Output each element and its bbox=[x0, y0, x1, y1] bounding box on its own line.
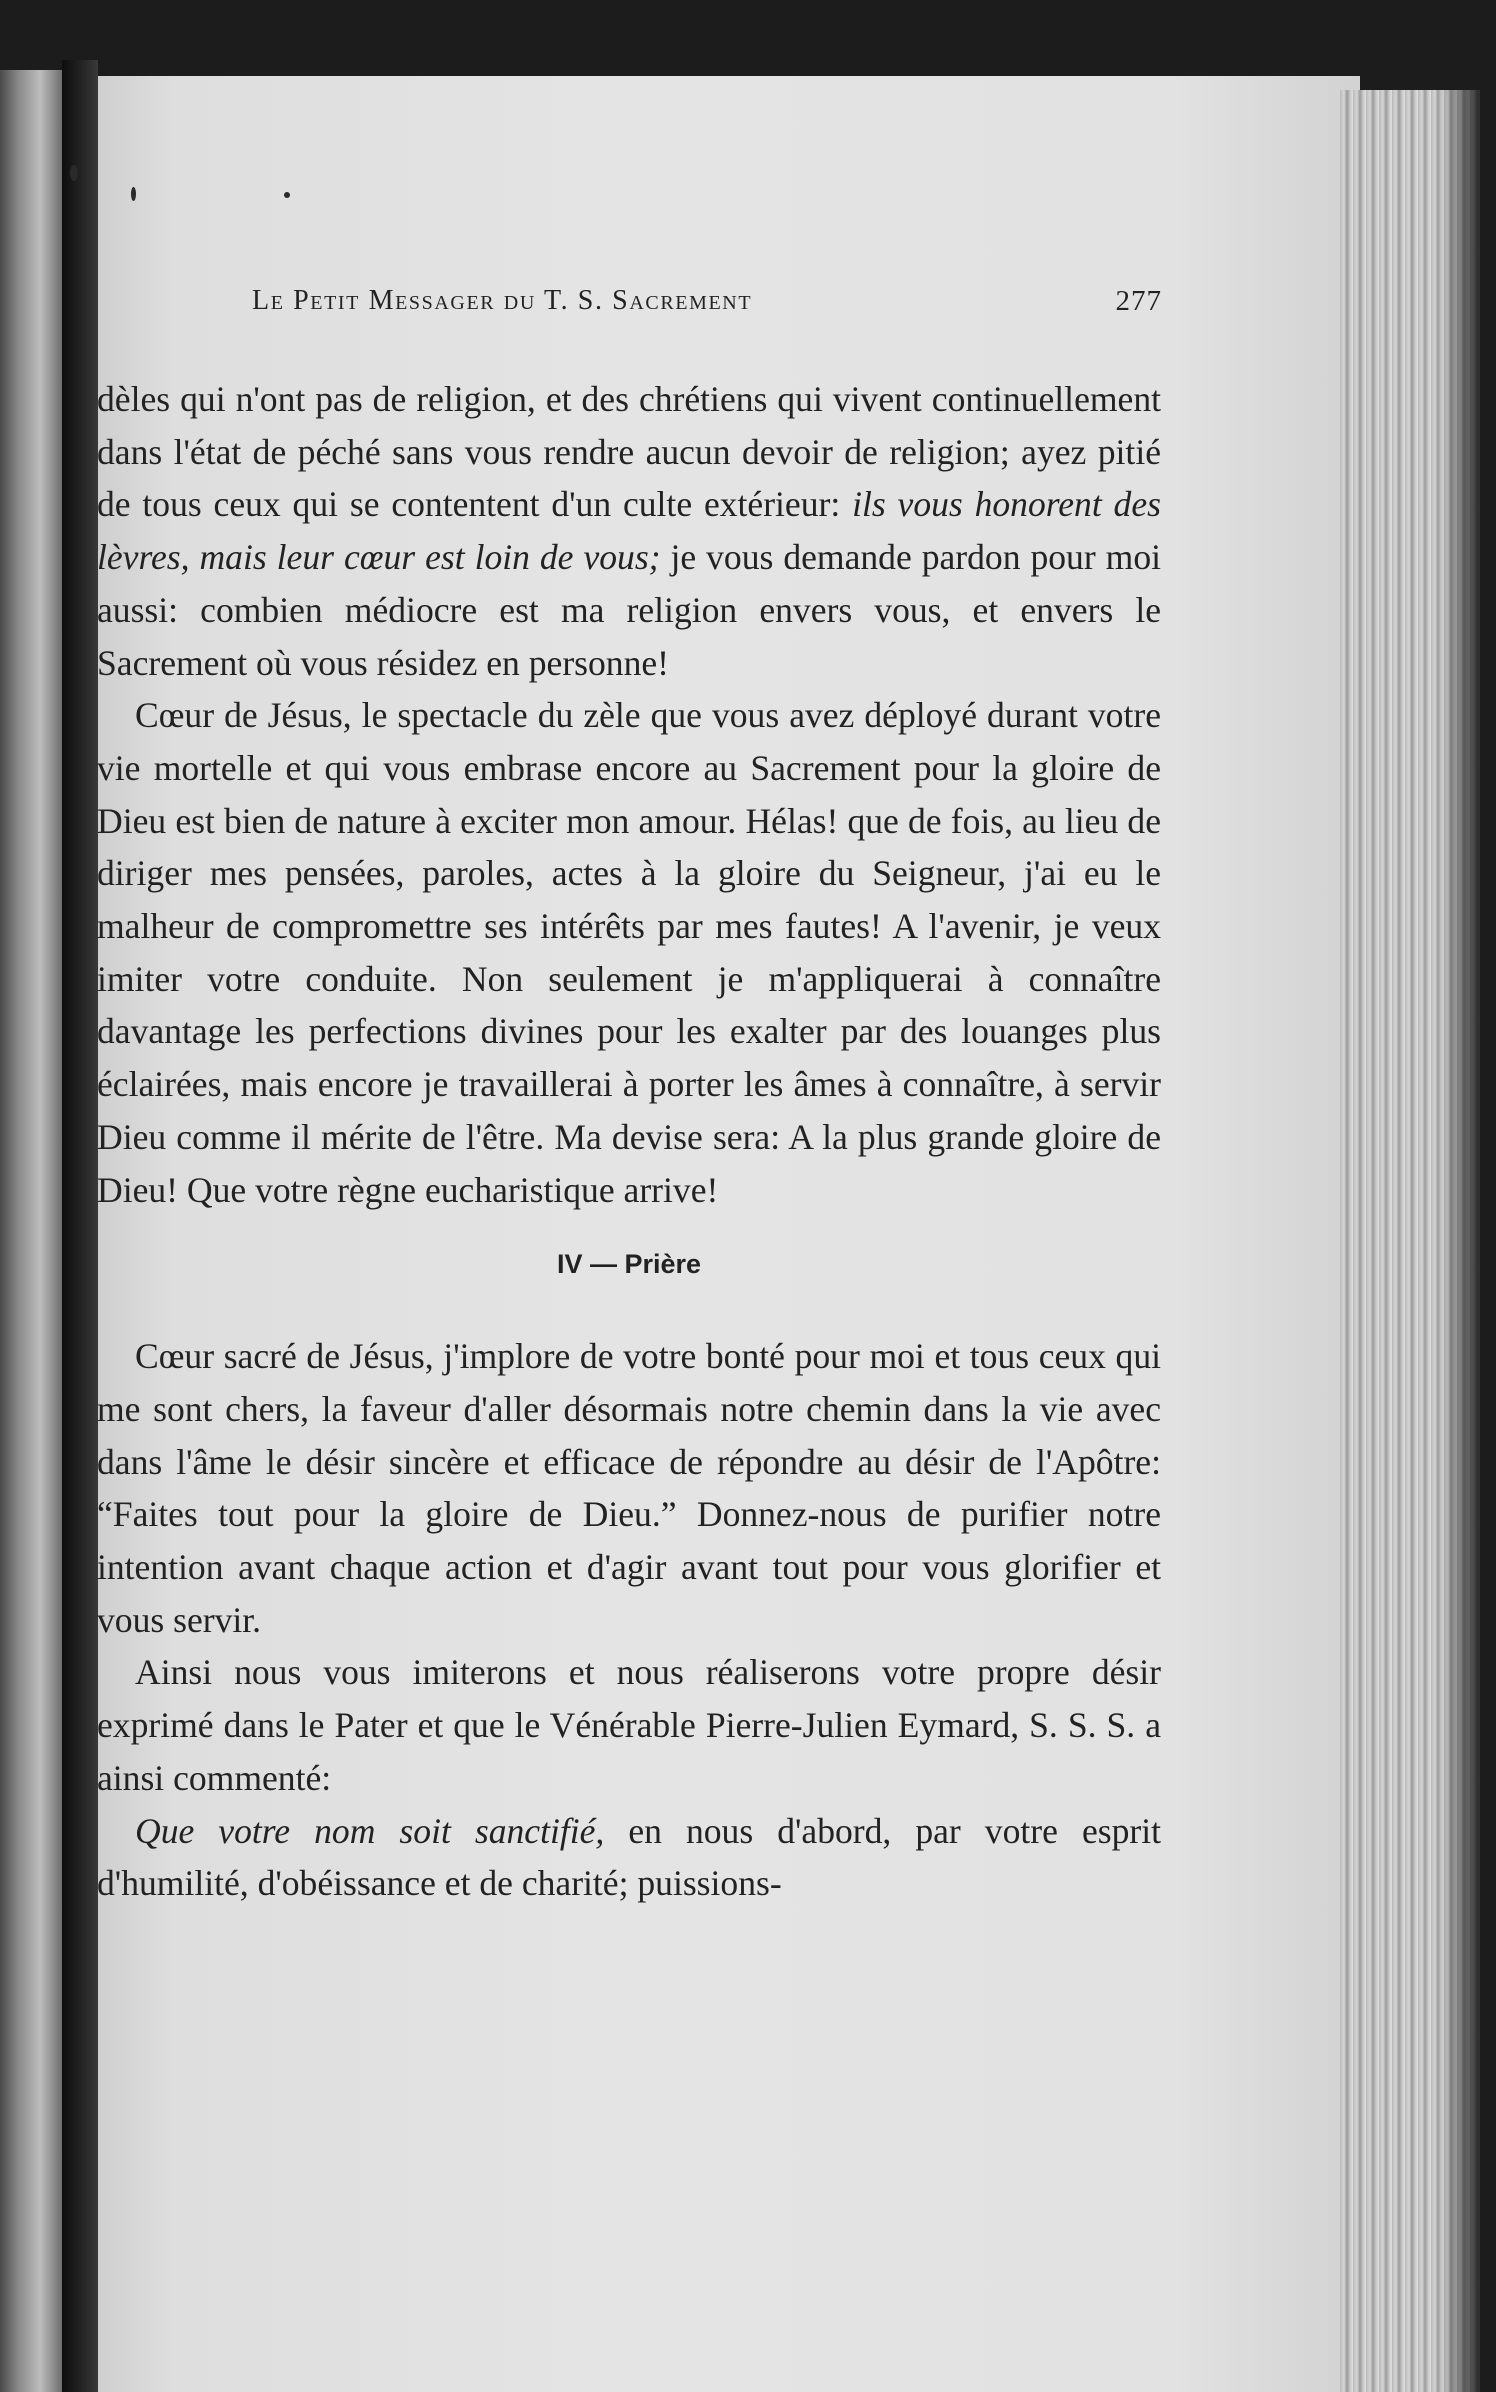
body-text bbox=[97, 373, 1161, 1910]
page-number: 277 bbox=[1115, 285, 1162, 317]
page-stack-edges bbox=[1340, 90, 1480, 2392]
book-spine-shadow bbox=[62, 60, 98, 2392]
running-head: Le Petit Messager du T. S. Sacrement bbox=[252, 285, 753, 316]
paragraph-1-text-end: je vous demande pardon pour moi aussi: combien médiocre est ma religion envers vous, et envers le Sacrement où vous résidez en personne! bbox=[97, 537, 1161, 683]
ink-speck bbox=[284, 192, 290, 198]
section-heading: IV — Prière bbox=[556, 1249, 702, 1280]
ink-speck bbox=[70, 165, 78, 181]
paragraph-5 bbox=[97, 1805, 1161, 1910]
paragraph-1 bbox=[97, 373, 1161, 689]
paragraph-3: Cœur sacré de Jésus, j'implore de votre bonté pour moi et tous ceux qui me sont chers, la faveur d'aller désormais notre chemin dans la vie avec dans l'âme le désir sincère et efficace de répondre au désir de l'Apôtre: “Faites tout pour la gloire de Dieu.” Donnez-nous de purifier notre intention avant chaque action et d'agir avant tout pour vous glorifier et vous servir. bbox=[97, 1336, 1161, 1640]
page-header bbox=[252, 285, 1162, 335]
paragraph-4: Ainsi nous vous imiterons et nous réaliserons votre propre désir exprimé dans le Pater et que le Vénérable Pierre-Julien Eymard, S. S. S. a ainsi commenté: bbox=[97, 1652, 1161, 1798]
paragraph-1-text: dèles qui n'ont pas de religion, et des chrétiens qui vivent continuellement dans l'état de péché sans vous rendre aucun devoir de religion; ayez pitié de tous ceux qui se contentent d'un culte extérieur: bbox=[97, 379, 1161, 525]
paragraph-5-text: en nous d'abord, par votre esprit d'humilité, d'obéissance et de charité; puissions- bbox=[97, 1810, 1161, 1904]
paragraph-1-quote: ils vous honorent des lèvres, mais leur cœur est loin de vous; bbox=[97, 484, 1161, 578]
paragraph-2: Cœur de Jésus, le spectacle du zèle que vous avez déployé durant votre vie mortelle et qui vous embrase encore au Sacrement pour la gloire de Dieu est bien de nature à exciter mon amour. Hélas! que de fois, au lieu de diriger mes pensées, paroles, actes à la gloire du Seigneur, j'ai eu le malheur de compromettre ses intérêts par mes fautes! A l'avenir, je veux imiter votre conduite. Non seulement je m'appliquerai à connaître davantage les perfections divines pour les exalter par des louanges plus éclairées, mais encore je travaillerai à porter les âmes à connaître, à servir Dieu comme il mérite de l'être. Ma devise sera: A la plus grande gloire de Dieu! Que votre règne eucharistique arrive! bbox=[97, 695, 1161, 1210]
paragraph-5-quote: Que votre nom soit sanctifié, bbox=[135, 1810, 605, 1851]
facing-page-edge bbox=[0, 70, 62, 2392]
ink-speck bbox=[131, 187, 136, 201]
